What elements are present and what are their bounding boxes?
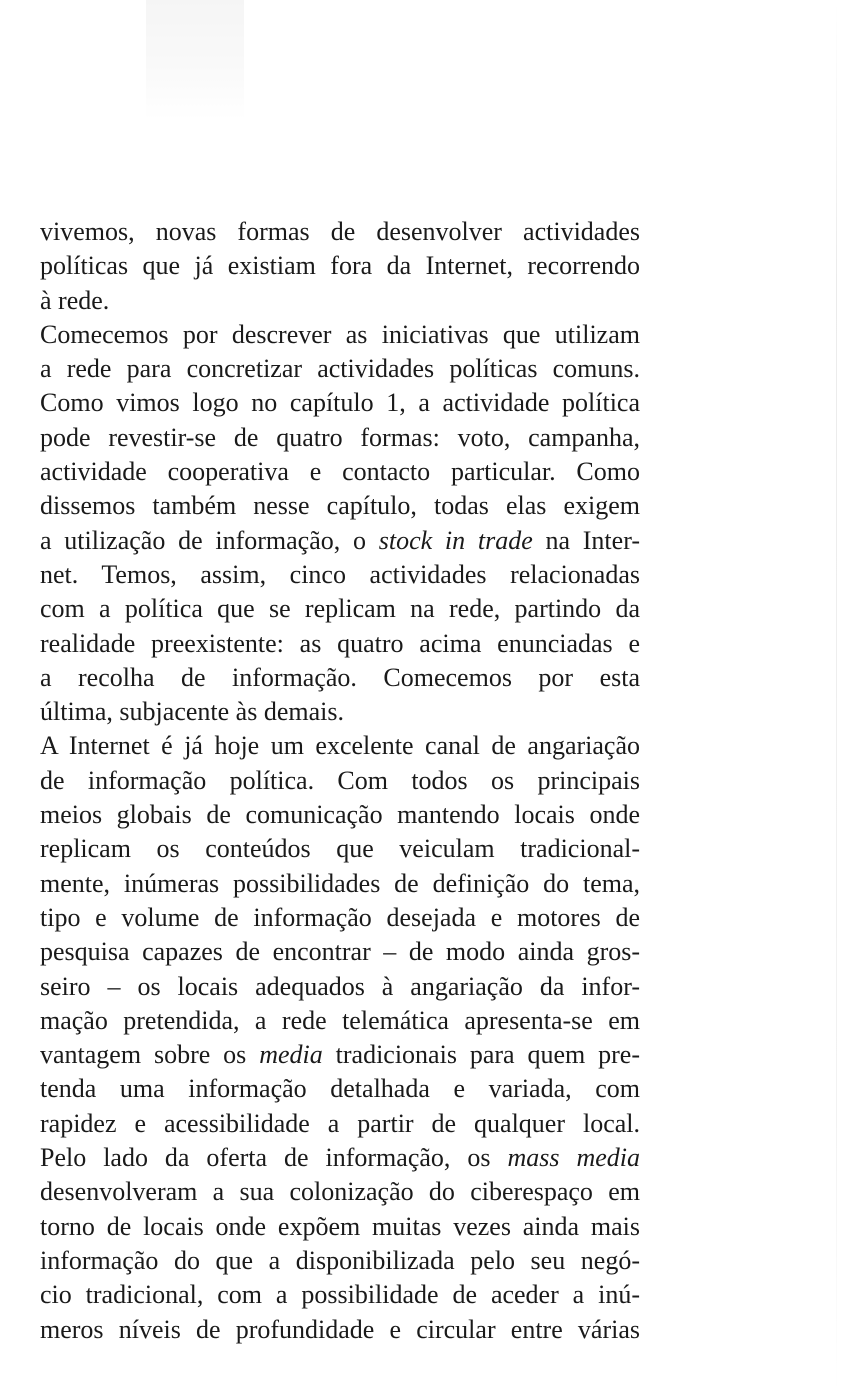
text-line bbox=[40, 867, 640, 901]
text-line-content: meios globais de comunicação mantendo locais onde bbox=[40, 800, 640, 830]
text-line bbox=[40, 627, 640, 661]
text-line bbox=[40, 1038, 640, 1072]
text-line-content: mente, inúmeras possibilidades de definição do tema, bbox=[40, 868, 640, 898]
text-line bbox=[40, 352, 640, 386]
text-line-content: tenda uma informação detalhada e variada, com bbox=[40, 1074, 640, 1104]
text-line-content: Como vimos logo no capítulo 1, a actividade política bbox=[40, 388, 640, 418]
text-line-content: pesquisa capazes de encontrar – de modo ainda gros- bbox=[40, 937, 640, 967]
text-line bbox=[40, 249, 640, 283]
text-line bbox=[40, 215, 640, 249]
text-line bbox=[40, 1004, 640, 1038]
text-line bbox=[40, 524, 640, 558]
text-line-content: dissemos também nesse capítulo, todas elas exigem bbox=[40, 491, 640, 521]
text-line-continuation: tradicionais para quem pre- bbox=[322, 1040, 640, 1070]
text-line-content: Comecemos por descrever as iniciativas que utilizam bbox=[40, 319, 640, 349]
text-line-content: à rede. bbox=[40, 285, 110, 315]
text-line-content: vivemos, novas formas de desenvolver actividades bbox=[40, 217, 640, 246]
text-line bbox=[40, 832, 640, 866]
text-line-content: a recolha de informação. Comecemos por esta bbox=[40, 662, 640, 692]
text-line bbox=[40, 455, 640, 489]
text-line-content: de informação política. Com todos os principais bbox=[40, 765, 640, 795]
text-line-content: replicam os conteúdos que veiculam tradicional- bbox=[40, 834, 640, 864]
text-line-content: A Internet é já hoje um excelente canal de angariação bbox=[40, 731, 640, 761]
text-line bbox=[40, 1107, 640, 1141]
text-line-content: cio tradicional, com a possibilidade de aceder a inú- bbox=[40, 1280, 640, 1310]
text-line bbox=[40, 1278, 640, 1312]
text-line bbox=[40, 1141, 640, 1175]
text-line-content: net. Temos, assim, cinco actividades relacionadas bbox=[40, 559, 640, 589]
text-line-content: políticas que já existiam fora da Internet, recorrendo bbox=[40, 251, 640, 281]
text-line bbox=[40, 489, 640, 523]
text-line bbox=[40, 798, 640, 832]
italic-term: media bbox=[259, 1040, 323, 1070]
text-line-content: a utilização de informação, o bbox=[40, 525, 379, 555]
text-line-continuation: na Inter- bbox=[532, 525, 640, 555]
text-line-content: desenvolveram a sua colonização do ciberespaço em bbox=[40, 1177, 640, 1207]
text-line bbox=[40, 421, 640, 455]
text-line bbox=[40, 1313, 640, 1347]
text-line-content: a rede para concretizar actividades políticas comuns. bbox=[40, 354, 640, 384]
text-line bbox=[40, 592, 640, 626]
text-line-content: última, subjacente às demais. bbox=[40, 697, 344, 727]
italic-term: stock in trade bbox=[378, 525, 533, 555]
text-line-content: realidade preexistente: as quatro acima enunciadas e bbox=[40, 628, 640, 658]
text-line bbox=[40, 661, 640, 695]
text-line bbox=[40, 695, 640, 729]
text-line bbox=[40, 1072, 640, 1106]
text-line-content: rapidez e acessibilidade a partir de qualquer local. bbox=[40, 1108, 640, 1138]
text-line-content: vantagem sobre os bbox=[40, 1040, 260, 1070]
text-line-content: com a política que se replicam na rede, partindo da bbox=[40, 594, 640, 624]
text-line-content: seiro – os locais adequados à angariação da infor- bbox=[40, 971, 640, 1001]
italic-term: mass media bbox=[507, 1143, 640, 1173]
body-text bbox=[40, 215, 640, 1347]
text-line-content: actividade cooperativa e contacto particular. Como bbox=[40, 457, 640, 487]
text-line bbox=[40, 1210, 640, 1244]
text-line-content: meros níveis de profundidade e circular entre várias bbox=[40, 1314, 640, 1344]
text-line-content: informação do que a disponibilizada pelo seu negó- bbox=[40, 1245, 640, 1275]
text-line bbox=[40, 970, 640, 1004]
text-line bbox=[40, 764, 640, 798]
text-line bbox=[40, 284, 640, 318]
text-line-content: tipo e volume de informação desejada e motores de bbox=[40, 902, 640, 932]
text-line bbox=[40, 1175, 640, 1209]
text-line bbox=[40, 935, 640, 969]
text-line-content: Pelo lado da oferta de informação, os bbox=[40, 1143, 508, 1173]
text-line bbox=[40, 386, 640, 420]
text-line bbox=[40, 729, 640, 763]
page-edge-shadow bbox=[836, 0, 837, 1397]
text-line-content: mação pretendida, a rede telemática apresenta-se em bbox=[40, 1005, 640, 1035]
text-line bbox=[40, 901, 640, 935]
text-line bbox=[40, 318, 640, 352]
faded-corner-mark bbox=[146, 0, 244, 120]
text-line-content: pode revestir-se de quatro formas: voto, campanha, bbox=[40, 422, 640, 452]
text-line bbox=[40, 1244, 640, 1278]
text-line bbox=[40, 558, 640, 592]
text-line-content: torno de locais onde expõem muitas vezes ainda mais bbox=[40, 1211, 640, 1241]
